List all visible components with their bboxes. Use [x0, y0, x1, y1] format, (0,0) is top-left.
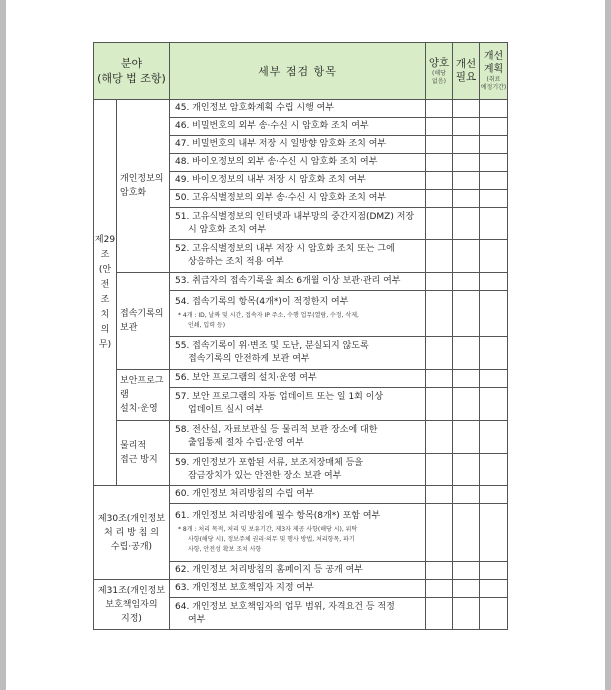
law-text: 치	[100, 309, 110, 320]
header-area-line2: (해당 법 조항)	[97, 72, 166, 85]
check-good-54[interactable]	[426, 291, 453, 337]
item-46	[170, 118, 426, 136]
check-need-46[interactable]	[453, 118, 480, 136]
law-text: 지정)	[121, 613, 142, 624]
category-text: 암호화	[120, 188, 147, 198]
plan-48[interactable]	[480, 154, 508, 172]
item-text: 56. 보안 프로그램의 설치·운영 여부	[175, 373, 317, 383]
table-row	[94, 486, 508, 504]
plan-52[interactable]	[480, 240, 508, 273]
check-good-57[interactable]	[426, 388, 453, 421]
check-good-58[interactable]	[426, 421, 453, 454]
plan-53[interactable]	[480, 273, 508, 291]
item-61-note	[175, 523, 422, 556]
header-area	[94, 43, 170, 100]
check-good-51[interactable]	[426, 208, 453, 240]
header-plan-sub2: 예정기간)	[480, 84, 507, 91]
item-64	[170, 598, 426, 630]
check-good-45[interactable]	[426, 100, 453, 118]
item-58	[170, 421, 426, 454]
check-need-56[interactable]	[453, 370, 480, 388]
header-good	[426, 43, 453, 100]
law-text: 조	[100, 249, 110, 260]
item-text: 61. 개인정보 처리방침에 필수 항목(8개*) 포함 여부	[175, 510, 381, 521]
item-54	[170, 291, 426, 337]
header-plan-line2: 계획	[483, 64, 504, 75]
header-good-sub2: 없음)	[432, 77, 446, 85]
category-text: 개인정보의	[120, 174, 164, 184]
item-text: 52. 고유식별정보의 내부 저장 시 암호화 조치 또는 그에	[175, 244, 395, 254]
right-page-edge	[605, 0, 611, 690]
check-good-56[interactable]	[426, 370, 453, 388]
item-text-cont: 상응하는 조치 적용 여부	[188, 257, 284, 267]
item-text: 54. 접속기록의 항목(4개*)이 적정한지 여부	[175, 296, 349, 307]
item-text-cont: 여부	[188, 614, 206, 625]
check-good-47[interactable]	[426, 136, 453, 154]
table-row	[94, 273, 508, 291]
item-text: 63. 개인정보 보호책임자 지정 여부	[175, 583, 314, 593]
header-good-sub1: (해당	[432, 69, 446, 77]
note-text-cont: 사항(해당 시), 정보주체 권리·의무 및 행사 방법, 처리항목, 파기	[188, 535, 355, 543]
item-text: 59. 개인정보가 포함된 서류, 보조저장매체 등을	[175, 457, 363, 468]
check-need-62[interactable]	[453, 562, 480, 580]
check-need-53[interactable]	[453, 273, 480, 291]
plan-58[interactable]	[480, 421, 508, 454]
header-need-line2: 필요	[455, 71, 477, 83]
item-57	[170, 388, 426, 421]
check-need-45[interactable]	[453, 100, 480, 118]
header-area-line1: 분야	[120, 57, 143, 70]
plan-45[interactable]	[480, 100, 508, 118]
item-text-cont: 출입통제 절차 수립·운영 여부	[188, 438, 304, 448]
left-page-edge	[0, 0, 6, 690]
item-50	[170, 190, 426, 208]
item-53	[170, 273, 426, 291]
check-good-62[interactable]	[426, 562, 453, 580]
plan-47[interactable]	[480, 136, 508, 154]
item-55	[170, 337, 426, 370]
item-62	[170, 562, 426, 580]
law-text: 제31조(개인정보	[97, 585, 166, 596]
check-need-48[interactable]	[453, 154, 480, 172]
item-61	[170, 504, 426, 562]
note-text-cont: 사항, 안전성 확보 조치 사항	[188, 545, 262, 553]
item-47	[170, 136, 426, 154]
item-text: 62. 개인정보 처리방침의 홈페이지 등 공개 여부	[175, 565, 363, 575]
law-text: 처 리 방 침 의	[104, 527, 159, 538]
plan-46[interactable]	[480, 118, 508, 136]
header-plan-line1: 개선	[483, 51, 504, 62]
plan-54[interactable]	[480, 291, 508, 337]
check-need-59[interactable]	[453, 454, 480, 486]
item-56	[170, 370, 426, 388]
item-text: 58. 전산실, 자료보관실 등 물리적 보관 장소에 대한	[175, 425, 378, 435]
header-items: 세부 점검 항목	[170, 43, 426, 100]
law-article-30	[94, 486, 170, 580]
item-text: 64. 개인정보 보호책임자의 업무 범위, 자격요건 등 적정	[175, 601, 395, 612]
category-text: 램	[120, 390, 129, 400]
item-text: 55. 접속기록이 위·변조 및 도난, 분실되지 않도록	[175, 341, 369, 351]
table-row	[94, 580, 508, 598]
law-article-31	[94, 580, 170, 630]
item-text-cont: 시 암호화 조치 여부	[188, 224, 267, 235]
plan-57[interactable]	[480, 388, 508, 421]
item-text-cont: 업데이트 실시 여부	[188, 405, 264, 415]
law-text: 의	[100, 324, 110, 335]
plan-61[interactable]	[480, 504, 508, 562]
check-need-64[interactable]	[453, 598, 480, 630]
law-article-29	[94, 100, 117, 486]
category-security-program	[117, 370, 170, 421]
plan-62[interactable]	[480, 562, 508, 580]
table-row	[94, 370, 508, 388]
plan-63[interactable]	[480, 580, 508, 598]
item-text-cont: 잠금장치가 있는 안전한 장소 보관 여부	[188, 470, 342, 481]
check-good-63[interactable]	[426, 580, 453, 598]
item-text: 50. 고유식별정보의 외부 송·수신 시 암호화 조치 여부	[175, 193, 387, 203]
check-need-55[interactable]	[453, 337, 480, 370]
item-text: 60. 개인정보 처리방침의 수립 여부	[175, 489, 314, 499]
law-text: 무)	[98, 339, 112, 350]
plan-50[interactable]	[480, 190, 508, 208]
check-good-52[interactable]	[426, 240, 453, 273]
header-row	[94, 43, 508, 100]
check-good-61[interactable]	[426, 504, 453, 562]
item-51	[170, 208, 426, 240]
check-good-60[interactable]	[426, 486, 453, 504]
category-text: 설치·운영	[120, 404, 158, 414]
item-text: 46. 비밀번호의 외부 송·수신 시 암호화 조치 여부	[175, 121, 369, 131]
note-text-cont: 인쇄, 입력 등)	[188, 321, 226, 329]
check-need-57[interactable]	[453, 388, 480, 421]
check-good-46[interactable]	[426, 118, 453, 136]
plan-55[interactable]	[480, 337, 508, 370]
category-text: 보안프로그	[120, 376, 164, 386]
check-good-53[interactable]	[426, 273, 453, 291]
item-text: 47. 비밀번호의 내부 저장 시 일방향 암호화 조치 여부	[175, 139, 387, 149]
law-text: 제30조(개인정보	[97, 513, 166, 524]
check-need-49[interactable]	[453, 172, 480, 190]
check-need-52[interactable]	[453, 240, 480, 273]
note-text: * 4개 : ID, 날짜 및 시간, 접속자 IP 주소, 수행 업무(열람, 수정, 삭제,	[178, 311, 359, 319]
item-text: 45. 개인정보 암호화계획 수립 시행 여부	[175, 103, 335, 113]
category-encryption	[117, 100, 170, 273]
category-text: 접근 방지	[120, 455, 158, 465]
category-text: 보관	[120, 323, 138, 333]
check-good-50[interactable]	[426, 190, 453, 208]
item-48	[170, 154, 426, 172]
item-54-note	[175, 309, 422, 332]
check-good-48[interactable]	[426, 154, 453, 172]
category-text: 접속기록의	[120, 309, 164, 319]
plan-49[interactable]	[480, 172, 508, 190]
check-need-54[interactable]	[453, 291, 480, 337]
item-text: 49. 바이오정보의 내부 저장 시 암호화 조치 여부	[175, 175, 366, 185]
table-row	[94, 421, 508, 454]
checklist-table	[93, 42, 508, 630]
plan-64[interactable]	[480, 598, 508, 630]
category-access-log	[117, 273, 170, 370]
item-text-cont: 접속기록의 안전하게 보관 여부	[188, 354, 310, 364]
item-45	[170, 100, 426, 118]
header-plan	[480, 43, 508, 100]
plan-60[interactable]	[480, 486, 508, 504]
check-need-61[interactable]	[453, 504, 480, 562]
item-text: 53. 취급자의 접속기록을 최소 6개월 이상 보관·관리 여부	[175, 276, 401, 286]
law-text: 조	[100, 294, 110, 305]
check-need-60[interactable]	[453, 486, 480, 504]
note-text: * 8개 : 처리 목적, 처리 및 보유기간, 제3자 제공 사항(해당 시), 위탁	[178, 525, 358, 533]
item-text: 57. 보안 프로그램의 자동 업데이트 또는 일 1회 이상	[175, 392, 384, 402]
header-plan-sub1: (취료	[486, 76, 501, 83]
item-text: 48. 바이오정보의 외부 송·수신 시 암호화 조치 여부	[175, 157, 378, 167]
check-need-51[interactable]	[453, 208, 480, 240]
law-text: 제29	[94, 234, 116, 245]
plan-56[interactable]	[480, 370, 508, 388]
header-need-line1: 개선	[455, 58, 477, 70]
check-need-47[interactable]	[453, 136, 480, 154]
item-52	[170, 240, 426, 273]
law-text: 수립·공개)	[110, 541, 153, 552]
check-need-63[interactable]	[453, 580, 480, 598]
item-59	[170, 454, 426, 486]
category-physical	[117, 421, 170, 486]
item-49	[170, 172, 426, 190]
plan-51[interactable]	[480, 208, 508, 240]
header-good-label: 양호	[428, 56, 450, 69]
category-text: 물리적	[120, 441, 147, 451]
check-need-58[interactable]	[453, 421, 480, 454]
item-60	[170, 486, 426, 504]
check-good-55[interactable]	[426, 337, 453, 370]
law-text: (안	[98, 264, 112, 275]
check-good-64[interactable]	[426, 598, 453, 630]
check-good-59[interactable]	[426, 454, 453, 486]
table-row	[94, 100, 508, 118]
item-text: 51. 고유식별정보의 인터넷과 내부망의 중간지점(DMZ) 저장	[175, 211, 415, 222]
law-text: 전	[100, 279, 110, 290]
check-good-49[interactable]	[426, 172, 453, 190]
check-need-50[interactable]	[453, 190, 480, 208]
item-63	[170, 580, 426, 598]
plan-59[interactable]	[480, 454, 508, 486]
header-need	[453, 43, 480, 100]
law-text: 보호책임자의	[105, 599, 158, 610]
